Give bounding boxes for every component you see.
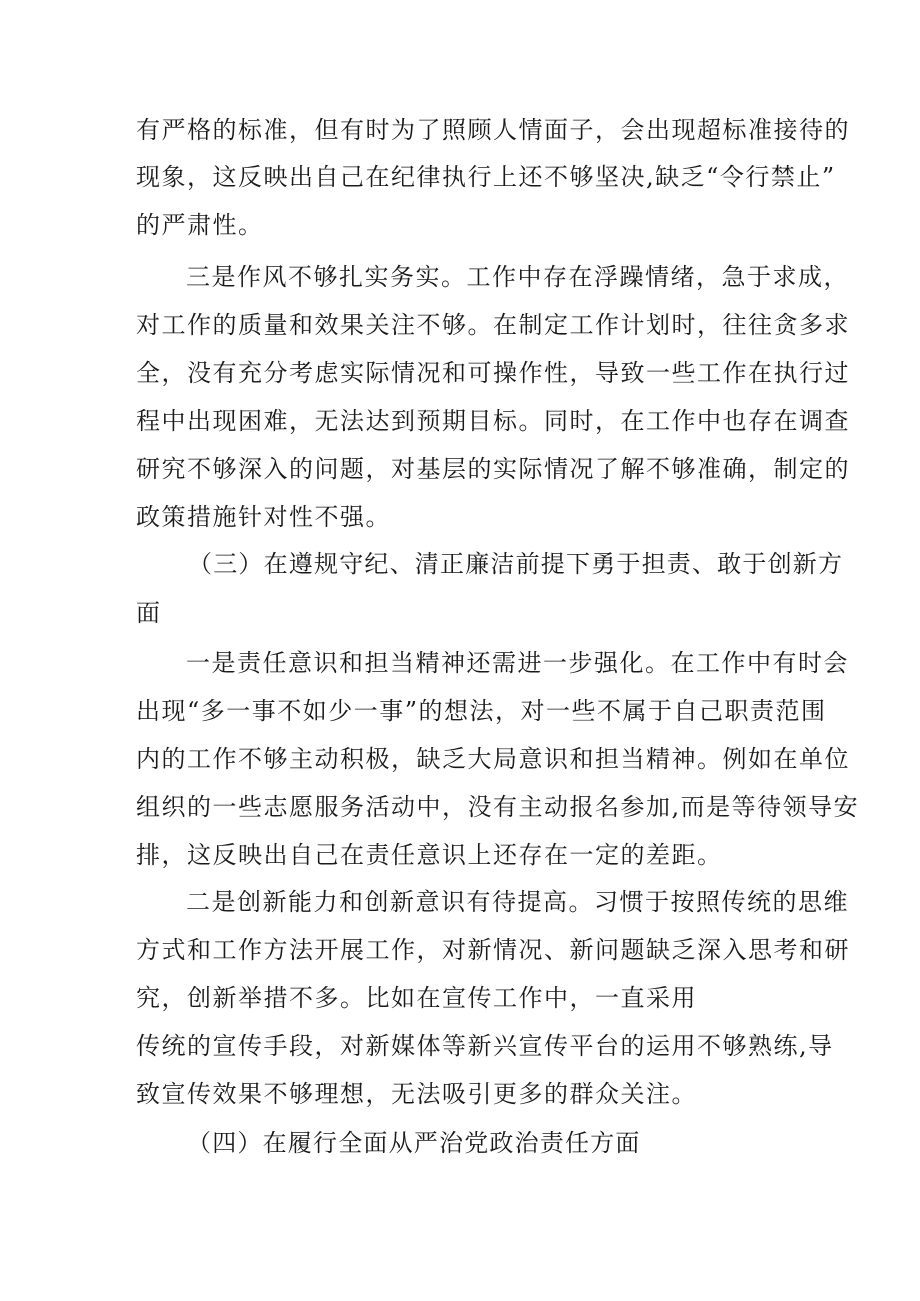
text-line: 政策措施针对性不强。: [136, 503, 391, 531]
text-line: 传统的宣传手段，对新媒体等新兴宣传平台的运用不够熟练,导: [136, 1032, 834, 1060]
text-line: 一是责任意识和担当精神还需进一步强化。在工作中有时会: [186, 649, 849, 677]
text-line: 排，这反映出自己在责任意识上还存在一定的差距。: [136, 841, 723, 869]
text-line: 出现“多一事不如少一事”的想法，对一些不属于自己职责范围: [136, 697, 827, 725]
text-line: 二是创新能力和创新意识有待提高。习惯于按照传统的思维: [186, 888, 849, 916]
section-heading: （三）在遵规守纪、清正廉洁前提下勇于担责、敢于创新方: [188, 550, 844, 578]
text-line: 究，创新举措不多。比如在宣传工作中，一直采用: [136, 984, 697, 1012]
text-line: 有严格的标准，但有时为了照顾人情面子，会出现超标准接待的: [136, 116, 850, 144]
text-line: 程中出现困难，无法达到预期目标。同时，在工作中也存在调查: [136, 407, 850, 435]
text-line: 现象，这反映出自己在纪律执行上还不够坚决,缺乏“令行禁止”: [136, 163, 836, 191]
text-line: 内的工作不够主动积极，缺乏大局意识和担当精神。例如在单位: [136, 745, 850, 773]
section-heading: （四）在履行全面从严治党政治责任方面: [187, 1129, 641, 1157]
text-line: 研究不够深入的问题，对基层的实际情况了解不够准确，制定的: [136, 455, 850, 483]
text-line: 对工作的质量和效果关注不够。在制定工作计划时，往往贪多求: [136, 311, 850, 339]
section-heading-continued: 面: [136, 599, 162, 627]
text-line: 组织的一些志愿服务活动中，没有主动报名参加,而是等待领导安: [136, 793, 860, 821]
text-line: 的严肃性。: [136, 211, 264, 239]
text-line: 三是作风不够扎实务实。工作中存在浮躁情绪，急于求成，: [186, 263, 849, 291]
text-line: 全，没有充分考虑实际情况和可操作性，导致一些工作在执行过: [136, 359, 850, 387]
text-line: 方式和工作方法开展工作，对新情况、新问题缺乏深入思考和研: [136, 936, 850, 964]
text-line: 致宣传效果不够理想，无法吸引更多的群众关注。: [136, 1080, 697, 1108]
